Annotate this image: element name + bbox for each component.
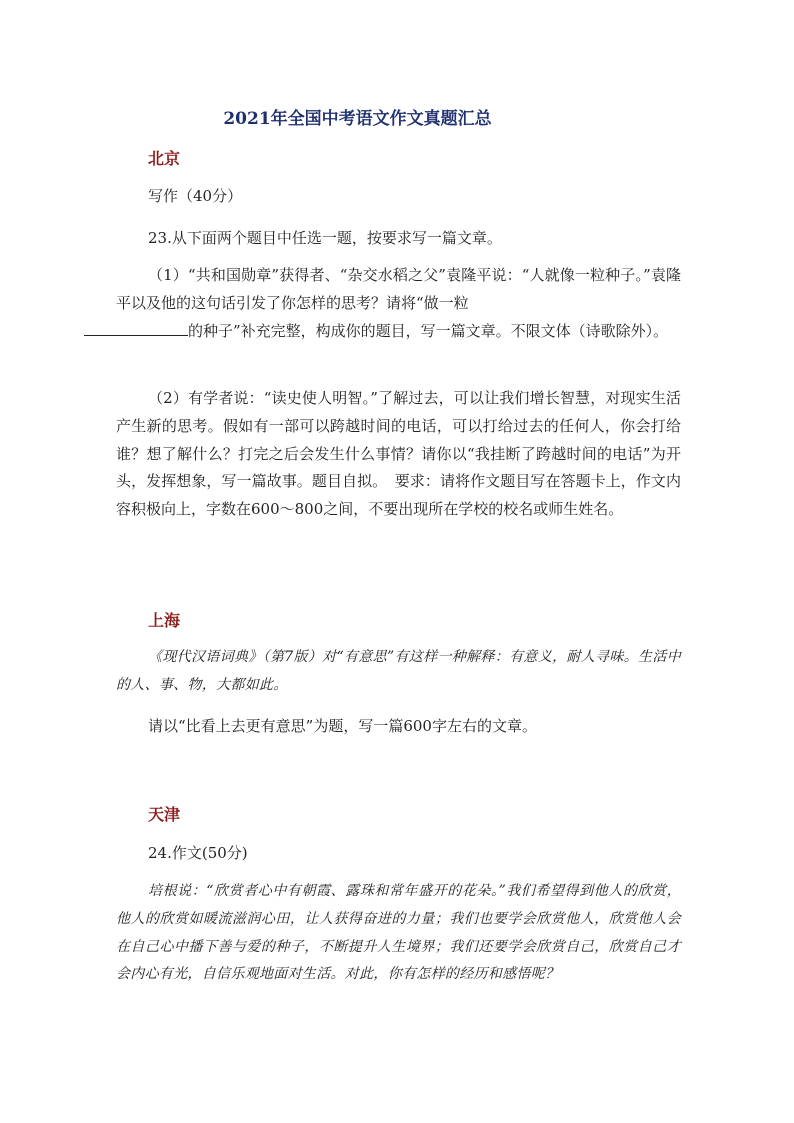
beijing-option-1 xyxy=(116,262,681,345)
beijing-option-2: （2）有学者说：“读史使人明智。”了解过去，可以让我们增长智慧，对现实生活产生新的思考。假如有一部可以跨越时间的电话，可以打给过去的任何人，你会打给谁？想了解什么？打完之后会发生什么事情？请你以“我挂断了跨越时间的电话”为开头，发挥想象，写一篇故事。题目自拟。 要求：请将作文题目写在答题卡上，作文内容积极向上，字数在600～800之间，不要出现所在学校的校名或师生姓名。 xyxy=(116,389,681,519)
tianjin-prompt: 培根说：“欣赏者心中有朝霞、露珠和常年盛开的花朵。”我们希望得到他人的欣赏，他人的欣赏如暖流滋润心田，让人获得奋进的力量；我们也要学会欣赏他人，欣赏他人会在自己心中播下善与爱的种子，不断提升人生境界；我们还要学会欣赏自己，欣赏自己才会内心有光，自信乐观地面对生活。对此，你有怎样的经历和感悟呢？ xyxy=(116,883,681,983)
region-heading-shanghai: 上海 xyxy=(148,611,181,630)
shanghai-prompt: 请以“比看上去更有意思”为题，写一篇600字左右的文章。 xyxy=(148,717,537,735)
region-heading-beijing: 北京 xyxy=(148,149,181,168)
shanghai-quote: 《现代汉语词典》（第7版）对“有意思”有这样一种解释：有意义，耐人寻味。生活中的人、事、物，大都如此。 xyxy=(116,649,681,693)
beijing-option-1-text-b: 的种子”补充完整，构成你的题目，写一篇文章。不限文体（诗歌除外）。 xyxy=(188,321,669,340)
tianjin-heading: 24.作文(50分) xyxy=(148,844,248,862)
beijing-writing-heading: 写作（40分） xyxy=(148,187,243,205)
region-heading-tianjin: 天津 xyxy=(148,805,181,824)
document-title: 2021年全国中考语文作文真题汇总 xyxy=(223,109,492,129)
beijing-option-1-text-a: （1）“共和国勋章”获得者、“杂交水稻之父”袁隆平说：“人就像一粒种子。”袁隆平以及他的这句话引发了你怎样的思考？请将“做一粒 xyxy=(116,266,681,312)
beijing-question: 23.从下面两个题目中任选一题，按要求写一篇文章。 xyxy=(148,229,502,247)
fill-in-blank xyxy=(84,321,188,336)
